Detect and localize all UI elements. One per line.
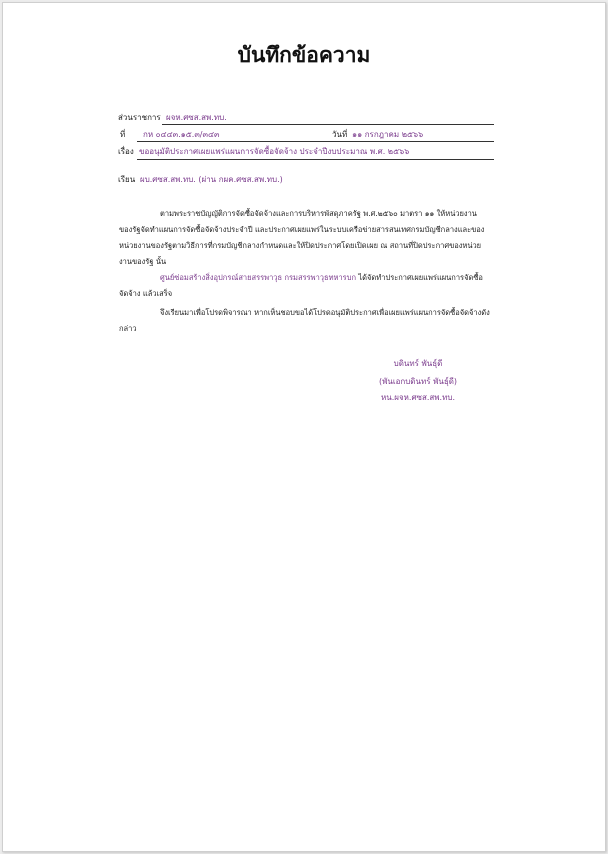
body-p1-line4: งานของรัฐ นั้น [119, 257, 167, 266]
agency-underline [162, 124, 494, 125]
agency-label: ส่วนราชการ [118, 113, 161, 122]
ref-label: ที่ [120, 130, 126, 139]
to-label: เรียน [118, 175, 136, 184]
document-title: บันทึกข้อความ [237, 43, 371, 67]
unit-name-highlight: ศูนย์ซ่อมสร้างสิ่งอุปกรณ์สายสรรพาวุธ กรมสรรพาวุธทหารบก [160, 273, 356, 282]
date-value: ๑๑ กรกฎาคม ๒๕๖๖ [352, 130, 424, 139]
ref-value: กห ๐๔๔๓.๑๕.๓/๓๔๓ [143, 130, 220, 139]
to-value: ผบ.ศซส.สพ.ทบ. (ผ่าน กผค.ศซส.สพ.ทบ.) [140, 175, 283, 184]
body-p1-line1: ตามพระราชบัญญัติการจัดซื้อจัดจ้างและการบริหารพัสดุภาครัฐ พ.ศ.๒๕๖๐ มาตรา ๑๑ ให้หน่วยงาน [160, 209, 477, 218]
body-p1-line3: หน่วยงานของรัฐตามวิธีการที่กรมบัญชีกลางกำหนดและให้ปิดประกาศโดยเปิดเผย ณ สถานที่ปิดประกาศของหน่วย [119, 241, 482, 250]
subject-label: เรื่อง [118, 147, 134, 156]
body-p2-line1 [160, 273, 483, 283]
body-p2-line2: จัดจ้าง แล้วเสร็จ [119, 289, 173, 298]
body-p2-rest: ได้จัดทำประกาศเผยแพร่แผนการจัดซื้อ [358, 273, 483, 282]
signature-signed-name: บดินทร์ พันธุ์ดี [393, 359, 443, 368]
body-p3-line2: กล่าว [119, 324, 137, 333]
agency-value: ผจห.ศซส.สพ.ทบ. [166, 113, 227, 122]
signature-position: หน.ผจห.ศซส.สพ.ทบ. [380, 393, 455, 402]
date-label: วันที่ [332, 130, 348, 139]
subject-underline [137, 159, 494, 160]
signature-full-name: (พันเอกบดินทร์ พันธุ์ดี) [378, 377, 458, 386]
subject-value: ขออนุมัติประกาศเผยแพร่แผนการจัดซื้อจัดจ้าง ประจำปีงบประมาณ พ.ศ. ๒๕๖๖ [139, 147, 410, 156]
ref-date-underline [137, 141, 494, 142]
body-p1-line2: ของรัฐจัดทำแผนการจัดซื้อจัดจ้างประจำปี และประกาศเผยแพร่ในระบบเครือข่ายสารสนเทศกรมบัญชีกลางและของ [119, 225, 485, 234]
document-page [2, 2, 606, 852]
body-p3-line1: จึงเรียนมาเพื่อโปรดพิจารณา หากเห็นชอบขอได้โปรดอนุมัติประกาศเพื่อเผยแพร่แผนการจัดซื้อจัดจ้างดัง [160, 308, 490, 317]
